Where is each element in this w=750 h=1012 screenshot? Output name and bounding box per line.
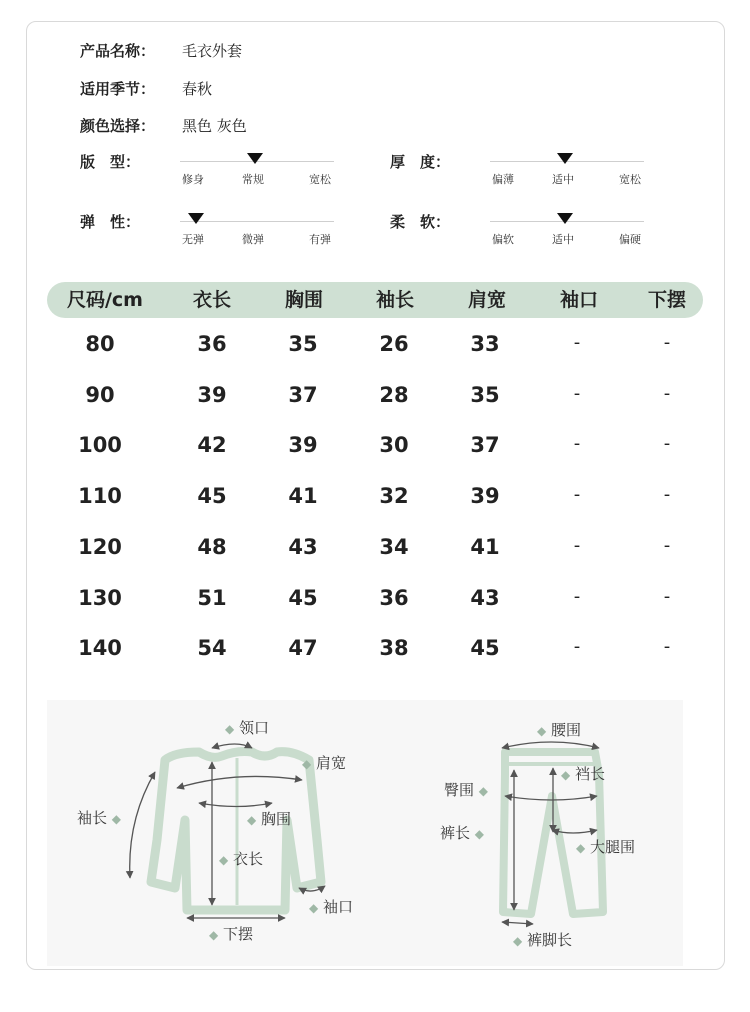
label-collar: ◆ 领口 — [225, 719, 270, 737]
cell-cuff: - — [573, 534, 581, 556]
cell-hem: - — [663, 332, 671, 353]
cell-size: 110 — [78, 484, 122, 509]
color-row — [80, 115, 247, 136]
diamond-icon: ◆ — [576, 841, 586, 855]
cell-chest: 43 — [288, 534, 318, 559]
product-name-value: 毛衣外套 — [182, 42, 243, 60]
label-chest: ◆ 胸围 — [247, 810, 292, 828]
elasticity-label-0: 无弹 — [182, 233, 204, 246]
cell-sleeve: 38 — [379, 636, 409, 661]
cell-size: 130 — [78, 585, 122, 610]
header-length: 衣长 — [192, 289, 231, 311]
cell-cuff: - — [573, 382, 581, 404]
header-shoulder: 肩宽 — [467, 289, 506, 311]
cell-cuff: - — [573, 636, 581, 658]
thickness-label-2: 宽松 — [619, 173, 641, 186]
header-cuff: 袖口 — [559, 289, 598, 311]
product-name-row — [80, 40, 242, 61]
thickness-label-0: 偏薄 — [492, 173, 514, 186]
diamond-icon: ◆ — [302, 757, 312, 771]
softness-label-2: 偏硬 — [619, 233, 641, 246]
cell-chest: 37 — [288, 382, 318, 407]
label-thigh: ◆ 大腿围 — [576, 838, 636, 856]
season-label: 适用季节： — [80, 80, 156, 98]
cell-chest: 45 — [288, 585, 318, 610]
diamond-icon: ◆ — [474, 827, 485, 841]
waist-arrow — [502, 742, 599, 748]
elasticity-scale-marker — [188, 213, 204, 224]
fit-scale-marker — [247, 153, 263, 164]
thickness-scale — [390, 151, 660, 201]
fit-label-1: 常规 — [242, 173, 264, 186]
cell-hem: - — [663, 433, 671, 455]
size-table-header — [47, 282, 703, 318]
cell-size: 80 — [85, 332, 115, 356]
label-hem: ◆ 下摆 — [209, 925, 254, 943]
cell-hem: - — [663, 484, 671, 506]
cell-sleeve: 30 — [379, 433, 409, 458]
cell-shoulder: 37 — [470, 433, 500, 458]
elasticity-scale-title: 弹 性： — [80, 213, 141, 231]
cell-sleeve: 28 — [379, 382, 409, 407]
thickness-label-1: 适中 — [552, 173, 574, 186]
thickness-scale-title: 厚 度： — [390, 153, 451, 171]
cardigan-shape — [151, 752, 321, 911]
season-value: 春秋 — [182, 80, 213, 98]
diamond-icon: ◆ — [309, 901, 319, 915]
label-pants-length: 裤长 ◆ — [440, 824, 485, 842]
cell-cuff: - — [573, 484, 581, 506]
cell-size: 100 — [78, 433, 122, 458]
cell-shoulder: 43 — [470, 585, 500, 610]
diamond-icon: ◆ — [513, 934, 523, 948]
header-size: 尺码/cm — [66, 289, 143, 311]
cell-length: 54 — [197, 636, 227, 661]
elasticity-scale — [80, 211, 350, 261]
softness-label-0: 偏软 — [492, 233, 514, 246]
cell-shoulder: 39 — [470, 484, 500, 509]
label-shoulder: ◆ 肩宽 — [302, 754, 347, 772]
elasticity-label-1: 微弹 — [242, 233, 264, 246]
diamond-icon: ◆ — [537, 724, 547, 738]
diamond-icon: ◆ — [478, 784, 489, 798]
cell-chest: 39 — [288, 433, 318, 458]
diamond-icon: ◆ — [225, 722, 235, 736]
label-crotch: ◆ 裆长 — [561, 765, 606, 783]
cell-size: 120 — [78, 534, 122, 559]
cell-hem: - — [663, 382, 671, 404]
cell-length: 45 — [197, 484, 227, 509]
color-label: 颜色选择： — [80, 117, 156, 135]
cell-cuff: - — [573, 585, 581, 607]
elasticity-label-2: 有弹 — [309, 233, 331, 246]
cell-shoulder: 33 — [470, 332, 500, 356]
fit-scale — [80, 151, 350, 201]
cell-sleeve: 26 — [379, 332, 409, 356]
cell-size: 90 — [85, 382, 115, 407]
label-length: ◆ 衣长 — [219, 850, 264, 868]
cell-shoulder: 41 — [470, 534, 500, 559]
cell-shoulder: 35 — [470, 382, 500, 407]
header-sleeve: 袖长 — [375, 289, 414, 311]
cell-chest: 35 — [288, 332, 318, 356]
cell-cuff: - — [573, 433, 581, 455]
shoulder-arrow — [177, 776, 302, 788]
cell-size: 140 — [78, 636, 122, 661]
label-sleeve-length: 袖长 ◆ — [77, 809, 122, 827]
fit-label-2: 宽松 — [309, 173, 331, 186]
softness-label-1: 适中 — [552, 233, 574, 246]
label-leg-opening: ◆ 裤脚长 — [513, 931, 573, 949]
season-row — [80, 78, 212, 99]
cell-length: 39 — [197, 382, 227, 407]
leg-opening-arrow — [502, 922, 533, 924]
cell-sleeve: 36 — [379, 585, 409, 610]
softness-scale-title: 柔 软： — [390, 213, 451, 231]
cell-hem: - — [663, 636, 671, 658]
measurement-diagram — [47, 700, 683, 966]
cell-shoulder: 45 — [470, 636, 500, 661]
cell-length: 48 — [197, 534, 227, 559]
thickness-scale-marker — [557, 153, 573, 164]
softness-scale-marker — [557, 213, 573, 224]
diamond-icon: ◆ — [219, 853, 229, 867]
cell-length: 36 — [197, 332, 227, 356]
label-cuff: ◆ 袖口 — [309, 898, 354, 916]
cell-chest: 47 — [288, 636, 318, 661]
cell-chest: 41 — [288, 484, 318, 509]
header-chest: 胸围 — [284, 289, 323, 311]
cell-cuff: - — [573, 332, 581, 353]
diamond-icon: ◆ — [561, 768, 571, 782]
product-name-label: 产品名称： — [80, 42, 156, 60]
garment-illustration — [47, 700, 683, 966]
softness-scale — [390, 211, 660, 261]
fit-scale-title: 版 型： — [80, 153, 141, 171]
diamond-icon: ◆ — [209, 928, 219, 942]
diamond-icon: ◆ — [247, 813, 257, 827]
diamond-icon: ◆ — [111, 812, 122, 826]
fit-label-0: 修身 — [182, 173, 204, 186]
header-hem: 下摆 — [647, 289, 686, 311]
cell-hem: - — [663, 585, 671, 607]
label-waist: ◆ 腰围 — [537, 721, 582, 739]
cell-length: 51 — [197, 585, 227, 610]
cell-sleeve: 34 — [379, 534, 409, 559]
cell-length: 42 — [197, 433, 227, 458]
color-value: 黑色 灰色 — [182, 117, 247, 135]
cell-hem: - — [663, 534, 671, 556]
label-hip: 臀围 ◆ — [444, 781, 489, 799]
cell-sleeve: 32 — [379, 484, 409, 509]
